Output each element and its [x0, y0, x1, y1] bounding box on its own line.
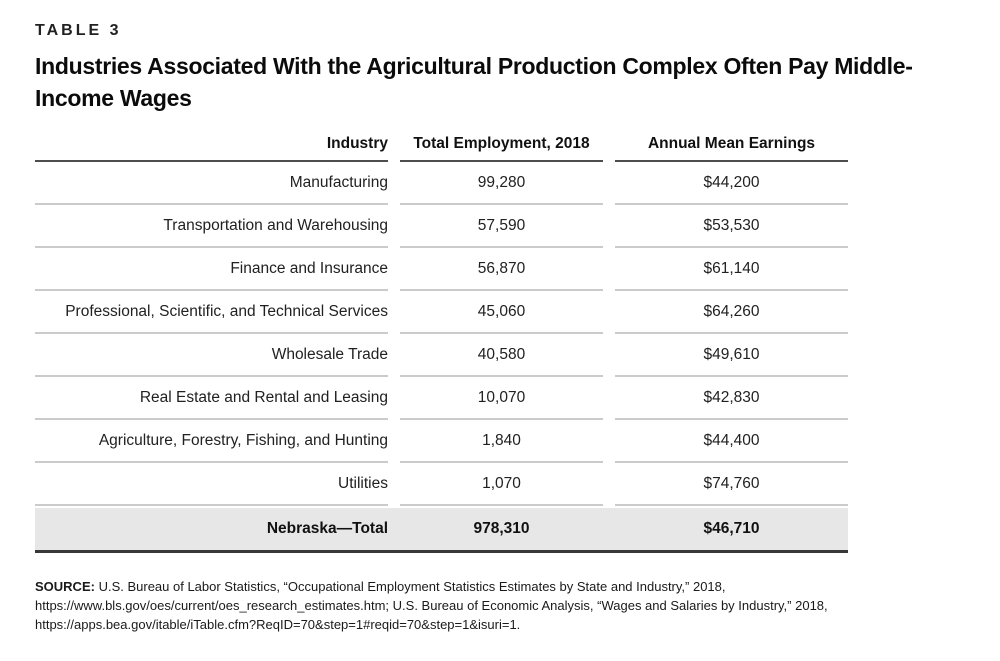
total-earnings-cell: $46,710 — [703, 520, 760, 537]
header-cell-industry: Industry — [35, 132, 388, 162]
table-row — [35, 248, 848, 291]
earnings-cell: $49,610 — [615, 334, 848, 377]
table-row — [35, 463, 848, 506]
earnings-cell: $61,140 — [615, 248, 848, 291]
industry-cell: Wholesale Trade — [35, 334, 388, 377]
industry-cell: Agriculture, Forestry, Fishing, and Hunting — [35, 420, 388, 463]
page-title: Industries Associated With the Agricultural Production Complex Often Pay Middle-Income Wages — [35, 53, 913, 111]
source-text: U.S. Bureau of Labor Statistics, “Occupational Employment Statistics Estimates by State and Industry,” 2018, https://www.bls.gov/oes/current/oes_research_estimates.htm; U.S. Bureau of Economic Analysis, “Wages and Salaries by Industry,” 2018, https://apps.bea.gov/itable/iTable.cfm?ReqID=70&step=1#reqid=70&step=1&isuri=1. — [35, 579, 828, 632]
total-label-cell: Nebraska—Total — [266, 520, 388, 537]
header-cell-employment: Total Employment, 2018 — [400, 132, 603, 162]
earnings-cell: $74,760 — [615, 463, 848, 506]
table-total-row — [35, 508, 848, 553]
industry-cell: Finance and Insurance — [35, 248, 388, 291]
data-table — [35, 132, 848, 553]
source-note — [35, 577, 953, 634]
employment-cell: 99,280 — [400, 162, 603, 205]
table-row — [35, 162, 848, 205]
industry-cell: Utilities — [35, 463, 388, 506]
employment-cell: 57,590 — [400, 205, 603, 248]
table-row — [35, 420, 848, 463]
employment-cell: 1,840 — [400, 420, 603, 463]
total-employment-cell: 978,310 — [473, 520, 530, 537]
industry-cell: Professional, Scientific, and Technical Services — [35, 291, 388, 334]
employment-cell: 10,070 — [400, 377, 603, 420]
earnings-cell: $53,530 — [615, 205, 848, 248]
earnings-cell: $44,400 — [615, 420, 848, 463]
table-row — [35, 291, 848, 334]
industry-cell: Manufacturing — [35, 162, 388, 205]
earnings-cell: $42,830 — [615, 377, 848, 420]
industry-cell: Real Estate and Rental and Leasing — [35, 377, 388, 420]
earnings-cell: $44,200 — [615, 162, 848, 205]
table-row — [35, 377, 848, 420]
table-row — [35, 334, 848, 377]
earnings-cell: $64,260 — [615, 291, 848, 334]
table-header-row — [35, 132, 848, 162]
employment-cell: 45,060 — [400, 291, 603, 334]
table-label: TABLE 3 — [35, 22, 122, 39]
industry-cell: Transportation and Warehousing — [35, 205, 388, 248]
employment-cell: 1,070 — [400, 463, 603, 506]
employment-cell: 40,580 — [400, 334, 603, 377]
employment-cell: 56,870 — [400, 248, 603, 291]
table-row — [35, 205, 848, 248]
header-cell-earnings: Annual Mean Earnings — [615, 132, 848, 162]
source-label: SOURCE: — [35, 579, 95, 594]
